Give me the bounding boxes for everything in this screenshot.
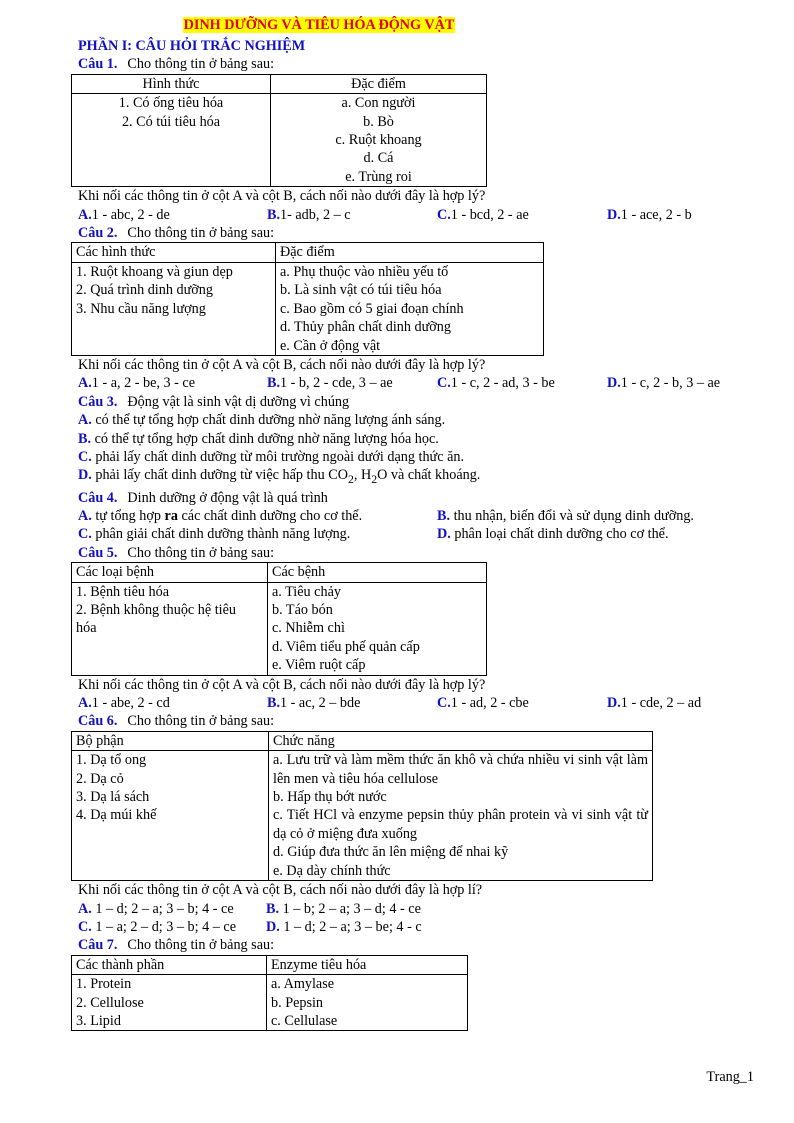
option-d[interactable]: D. 1 – d; 2 – a; 3 – be; 4 - c: [266, 918, 422, 935]
option-b[interactable]: B. thu nhận, biến đổi và sử dụng dinh dưỡng.: [437, 507, 694, 524]
option-a[interactable]: A. 1 – d; 2 – a; 3 – b; 4 - ce: [78, 900, 234, 917]
question-stem: Cho thông tin ở bảng sau:: [127, 56, 275, 73]
option-b[interactable]: B. 1 – b; 2 – a; 3 – d; 4 - ce: [266, 900, 421, 917]
table-header: Đặc điểm: [271, 74, 487, 93]
option-a[interactable]: A.1 - abc, 2 - de: [78, 206, 170, 223]
option-b[interactable]: B.1 - b, 2 - cde, 3 – ae: [267, 375, 393, 392]
option-d[interactable]: D.1 - c, 2 - b, 3 – ae: [607, 375, 721, 392]
option-c[interactable]: C.1 - c, 2 - ad, 3 - be: [437, 375, 555, 392]
table-cell: a. Amylase b. Pepsin c. Cellulase: [267, 975, 468, 1031]
option-b[interactable]: B.1 - ac, 2 – bde: [267, 695, 361, 712]
page-number: Trang_1: [706, 1069, 754, 1085]
table-cell: a. Con người b. Bò c. Ruột khoang d. Cá e. Trùng roi: [271, 94, 487, 187]
question-1: [78, 55, 758, 73]
answer-options: [78, 694, 758, 712]
table-cell: a. Tiêu chảy b. Táo bón c. Nhiễm chì d. Viêm tiểu phế quản cấp e. Viêm ruột cấp: [268, 582, 487, 675]
answer-options: [78, 374, 758, 392]
page-title: DINH DƯỠNG VÀ TIÊU HÓA ĐỘNG VẬT: [183, 17, 455, 33]
table-cell: a. Phụ thuộc vào nhiều yếu tố b. Là sinh vật có túi tiêu hóa c. Bao gồm có 5 giai đoạn chính d. Thủy phân chất dinh dưỡng e. Cần ở động vật: [276, 262, 544, 355]
option-a[interactable]: A.1 - a, 2 - be, 3 - ce: [78, 375, 196, 392]
option-c[interactable]: C. phân giải chất dinh dưỡng thành năng lượng.: [78, 526, 351, 543]
option-a[interactable]: A. có thể tự tổng hợp chất dinh dưỡng nhờ năng lượng ánh sáng.: [78, 412, 446, 429]
question-5: Câu 5. Cho thông tin ở bảng sau:: [78, 544, 275, 561]
q5-table: Các loại bệnh Các bệnh 1. Bệnh tiêu hóa 2. Bệnh không thuộc hệ tiêu hóa a. Tiêu chảy b. Táo bón c. Nhiễm chì d. Viêm tiểu phế quản cấp e. Viêm ruột cấp: [71, 562, 487, 675]
option-c[interactable]: C.1 - bcd, 2 - ae: [437, 206, 529, 223]
q7-table: Các thành phần Enzyme tiêu hóa 1. Protein 2. Cellulose 3. Lipid a. Amylase b. Pepsin c. Cellulase: [71, 955, 468, 1032]
table-cell: 1. Protein 2. Cellulose 3. Lipid: [72, 975, 267, 1031]
option-a[interactable]: A. tự tổng hợp ra các chất dinh dưỡng cho cơ thể.: [78, 507, 363, 524]
question-label: Câu 1.: [78, 56, 118, 73]
option-a[interactable]: A.1 - abe, 2 - cd: [78, 695, 170, 712]
question-2: Câu 2. Cho thông tin ở bảng sau:: [78, 225, 275, 242]
question-4: Câu 4. Dinh dưỡng ở động vật là quá trình: [78, 489, 328, 506]
table-cell: 1. Có ống tiêu hóa 2. Có túi tiêu hóa: [72, 94, 271, 187]
answer-options: [78, 206, 758, 224]
question-6: Câu 6. Cho thông tin ở bảng sau:: [78, 713, 275, 730]
answer-options: [78, 900, 758, 918]
option-c[interactable]: C. phải lấy chất dinh dưỡng từ môi trường ngoài dưới dạng thức ăn.: [78, 448, 465, 465]
table-header: Hình thức: [72, 74, 271, 93]
table-cell: 1. Dạ tổ ong 2. Dạ cỏ 3. Dạ lá sách 4. Dạ múi khế: [72, 751, 269, 881]
option-d[interactable]: D.1 - cde, 2 – ad: [607, 695, 702, 712]
option-d[interactable]: D.1 - ace, 2 - b: [607, 206, 692, 223]
part-heading: PHẦN I: CÂU HỎI TRẮC NGHIỆM: [78, 38, 306, 54]
question-ask: Khi nối các thông tin ở cột A và cột B, cách nối nào dưới đây là hợp lý?: [78, 188, 486, 205]
q1-table: [71, 74, 487, 187]
answer-options: [78, 918, 758, 936]
option-b[interactable]: B. có thể tự tổng hợp chất dinh dưỡng nhờ năng lượng hóa học.: [78, 430, 439, 447]
option-d[interactable]: D. phải lấy chất dinh dưỡng từ việc hấp thu $CO_2$, $H_2O$ và chất khoáng.: [78, 467, 481, 487]
q2-table: Các hình thức Đặc điểm 1. Ruột khoang và giun dẹp 2. Quá trình dinh dưỡng 3. Nhu cầu năng lượng a. Phụ thuộc vào nhiều yếu tố b. Là sinh vật có túi tiêu hóa c. Bao gồm có 5 giai đoạn chính d. Thủy phân chất dinh dưỡng e. Cần ở động vật: [71, 242, 544, 355]
q6-table: Bộ phận Chức năng 1. Dạ tổ ong 2. Dạ cỏ 3. Dạ lá sách 4. Dạ múi khế a. Lưu trữ và làm mềm thức ăn khô và chứa nhiều vi sinh vật làm lên men và tiêu hóa cellulose b. Hấp thụ bớt nước c. Tiết HCl và enzyme pepsin thủy phân protein và vi sinh vật từ dạ cỏ ở miệng đưa xuống d. Giúp đưa thức ăn lên miệng để nhai kỹ e. Dạ dày chính thức: [71, 731, 653, 881]
option-c[interactable]: C.1 - ad, 2 - cbe: [437, 695, 529, 712]
question-3: Câu 3. Động vật là sinh vật dị dưỡng vì chúng: [78, 393, 350, 410]
question-7: Câu 7. Cho thông tin ở bảng sau:: [78, 937, 275, 954]
table-cell: 1. Ruột khoang và giun dẹp 2. Quá trình dinh dưỡng 3. Nhu cầu năng lượng: [72, 262, 276, 355]
answer-options: [78, 525, 758, 543]
option-d[interactable]: D. phân loại chất dinh dưỡng cho cơ thể.: [437, 526, 669, 543]
table-cell: 1. Bệnh tiêu hóa 2. Bệnh không thuộc hệ tiêu hóa: [72, 582, 268, 675]
document-body: PHẦN I: CÂU HỎI TRẮC NGHIỆM Câu 1. Cho thông tin ở bảng sau: Hình thức Đặc điểm 1. Có ống tiêu hóa 2. Có túi tiêu hóa a. Con người b. Bò c. Ruột khoang d. Cá e. Trùng roi Khi nối các thông tin ở cột A và cột B, cách nối nào dưới đây là hợp lý? A.1 - abc, 2 - de B.1- adb, 2 – c C.1 - bcd, 2 - ae D.1 - ace, 2 - b Câu 2. Cho thông tin ở bảng sau: Các hình thức Đặc điểm 1. Ruột khoang và giun dẹp 2. Quá trình dinh dưỡng 3. Nhu cầu năng lượng a. Phụ thuộc vào nhiều yếu tố b. Là sinh vật có túi tiêu hóa c. Bao gồm có 5 giai đoạn chính d. Thủy phân chất dinh dưỡng e. Cần ở động vật Khi nối các thông tin ở cột A và cột B, cách nối nào dưới đây là hợp lý? A.1 - a, 2 - be, 3 - ce B.1 - b, 2 - cde, 3 – ae C.1 - c, 2 - ad, 3 - be D.1 - c, 2 - b, 3 – ae Câu 3. Động vật là sinh vật dị dưỡng vì chúng A. có thể tự tổng hợp chất dinh dưỡng nhờ năng lượng ánh sáng. B. có thể tự tổng hợp chất dinh dưỡng nhờ năng lượng hóa học. C. phải lấy chất dinh dưỡng từ môi trường ngoài dưới dạng thức ăn. D. phải lấy chất dinh dưỡng từ việc hấp thu $CO_2$, $H_2O$ và chất khoáng. Câu 4. Dinh dưỡng ở động vật là quá trình A. tự tổng hợp ra các chất dinh dưỡng cho cơ thể. B. thu nhận, biến đổi và sử dụng dinh dưỡng. C. phân giải chất dinh dưỡng thành năng lượng. D. phân loại chất dinh dưỡng cho cơ thể. Câu 5. Cho thông tin ở bảng sau: Các loại bệnh Các bệnh 1. Bệnh tiêu hóa 2. Bệnh không thuộc hệ tiêu hóa a. Tiêu chảy b. Táo bón c. Nhiễm chì d. Viêm tiểu phế quản cấp e. Viêm ruột cấp Khi nối các thông tin ở cột A và cột B, cách nối nào dưới đây là hợp lý? A.1 - abe, 2 - cd B.1 - ac, 2 – bde C.1 - ad, 2 - cbe D.1 - cde, 2 – ad Câu 6. Cho thông tin ở bảng sau: Bộ phận Chức năng 1. Dạ tổ ong 2. Dạ cỏ 3. Dạ lá sách 4. Dạ múi khế a. Lưu trữ và làm mềm thức ăn khô và chứa nhiều vi sinh vật làm lên men và tiêu hóa cellulose b. Hấp thụ bớt nước c. Tiết HCl và enzyme pepsin thủy phân protein và vi sinh vật từ dạ cỏ ở miệng đưa xuống d. Giúp đưa thức ăn lên miệng để nhai kỹ e. Dạ dày chính thức Khi nối các thông tin ở cột A và cột B, cách nối nào dưới đây là hợp lí? A. 1 – d; 2 – a; 3 – b; 4 - ce B. 1 – b; 2 – a; 3 – d; 4 - ce C. 1 – a; 2 – d; 3 – b; 4 – ce D. 1 – d; 2 – a; 3 – be; 4 - c Câu 7. Cho thông tin ở bảng sau: Các thành phần Enzyme tiêu hóa 1. Protein 2. Cellulose 3. Lipid a. Amylase b. Pepsin c. Cellulase: [78, 37, 758, 1031]
option-c[interactable]: C. 1 – a; 2 – d; 3 – b; 4 – ce: [78, 918, 237, 935]
table-cell: a. Lưu trữ và làm mềm thức ăn khô và chứa nhiều vi sinh vật làm lên men và tiêu hóa cellulose b. Hấp thụ bớt nước c. Tiết HCl và enzyme pepsin thủy phân protein và vi sinh vật từ dạ cỏ ở miệng đưa xuống d. Giúp đưa thức ăn lên miệng để nhai kỹ e. Dạ dày chính thức: [269, 751, 653, 881]
option-b[interactable]: B.1- adb, 2 – c: [267, 206, 351, 223]
answer-options: [78, 507, 758, 525]
